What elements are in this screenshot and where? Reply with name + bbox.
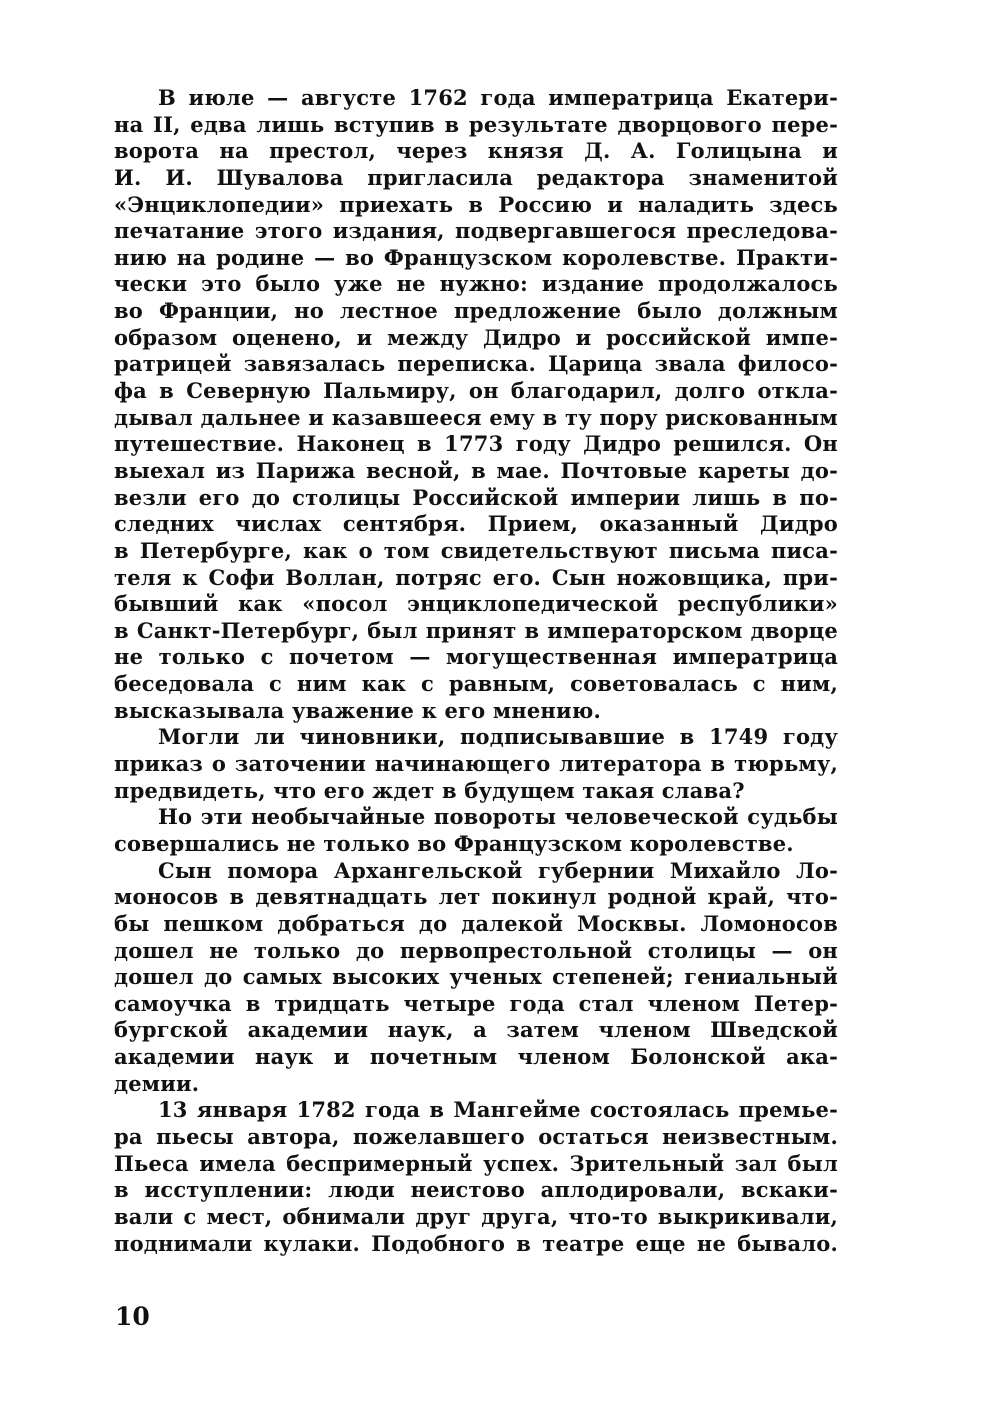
- text-line: вали с мест, обнимали друг друга, что-то выкрикивали,: [114, 1203, 838, 1229]
- text-line: во Франции, но лестное предложение было должным: [114, 298, 838, 324]
- text-line: высказывала уважение к его мнению.: [114, 697, 601, 723]
- text-line: в Петербурге, как о том свидетельствуют письма писа-: [114, 537, 838, 563]
- text-line: «Энциклопедии» приехать в Россию и наладить здесь: [114, 191, 838, 217]
- text-line: беседовала с ним как с равным, советовалась с ним,: [114, 671, 838, 697]
- text-line: не только с почетом — могущественная императрица: [114, 644, 838, 670]
- text-line: бывший как «посол энциклопедической республики»: [114, 591, 838, 617]
- text-line: поднимали кулаки. Подобного в театре еще не бывало.: [114, 1230, 838, 1256]
- text-line: демии.: [114, 1070, 200, 1096]
- text-line: печатание этого издания, подвергавшегося преследова-: [114, 218, 838, 244]
- text-line: путешествие. Наконец в 1773 году Дидро решился. Он: [114, 431, 838, 457]
- text-line: самоучка в тридцать четыре года стал членом Петер-: [114, 990, 838, 1016]
- text-line: бургской академии наук, а затем членом Шведской: [114, 1017, 838, 1043]
- text-line: совершались не только во Французском королевстве.: [114, 830, 794, 856]
- text-line: теля к Софи Воллан, потряс его. Сын ножовщика, при-: [114, 564, 838, 590]
- text-line: В июле — августе 1762 года императрица Екатери-: [158, 85, 838, 110]
- text-line: бы пешком добраться до далекой Москвы. Ломоносов: [114, 910, 838, 936]
- text-line: везли его до столицы Российской империи лишь в по-: [114, 484, 838, 510]
- text-line: выехал из Парижа весной, в мае. Почтовые кареты до-: [114, 457, 838, 483]
- text-line: дошел до самых высоких ученых степеней; гениальный: [114, 964, 838, 990]
- text-line: нию на родине — во Французском королевстве. Практи-: [114, 244, 838, 270]
- text-line: И. И. Шувалова пригласила редактора знаменитой: [114, 164, 838, 190]
- text-line: на II, едва лишь вступив в результате дворцового пере-: [114, 111, 838, 137]
- page-number: 10: [115, 1302, 150, 1331]
- text-line: дошел не только до первопрестольной столицы — он: [114, 937, 838, 963]
- text-line: моносов в девятнадцать лет покинул родной край, что-: [114, 884, 838, 910]
- text-line: Пьеса имела беспримерный успех. Зрительный зал был: [114, 1150, 838, 1176]
- body-text: [114, 85, 838, 1257]
- text-line: фа в Северную Пальмиру, он благодарил, долго откла-: [114, 378, 838, 404]
- text-line: Сын помора Архангельской губернии Михайло Ло-: [158, 857, 838, 883]
- text-line: в Санкт-Петербург, был принят в императорском дворце: [114, 617, 838, 643]
- text-line: ра пьесы автора, пожелавшего остаться неизвестным.: [114, 1123, 838, 1149]
- text-line: ратрицей завязалась переписка. Царица звала филосо-: [114, 351, 838, 377]
- text-line: академии наук и почетным членом Болонской ака-: [114, 1044, 838, 1070]
- text-line: приказ о заточении начинающего литератора в тюрьму,: [114, 751, 838, 777]
- text-line: следних числах сентября. Прием, оказанный Дидро: [114, 511, 838, 537]
- text-line: 13 января 1782 года в Мангейме состоялась премье-: [158, 1097, 838, 1123]
- text-line: предвидеть, что его ждет в будущем такая слава?: [114, 777, 745, 803]
- text-line: в исступлении: люди неистово аплодировали, вскаки-: [114, 1177, 838, 1203]
- text-line: дывал дальнее и казавшееся ему в ту пору рискованным: [114, 404, 838, 430]
- text-line: ворота на престол, через князя Д. А. Голицына и: [114, 138, 838, 164]
- text-line: чески это было уже не нужно: издание продолжалось: [114, 271, 838, 297]
- text-line: Но эти необычайные повороты человеческой судьбы: [158, 804, 838, 830]
- text-line: Могли ли чиновники, подписывавшие в 1749 году: [158, 724, 838, 750]
- text-line: образом оценено, и между Дидро и российской импе-: [114, 324, 838, 350]
